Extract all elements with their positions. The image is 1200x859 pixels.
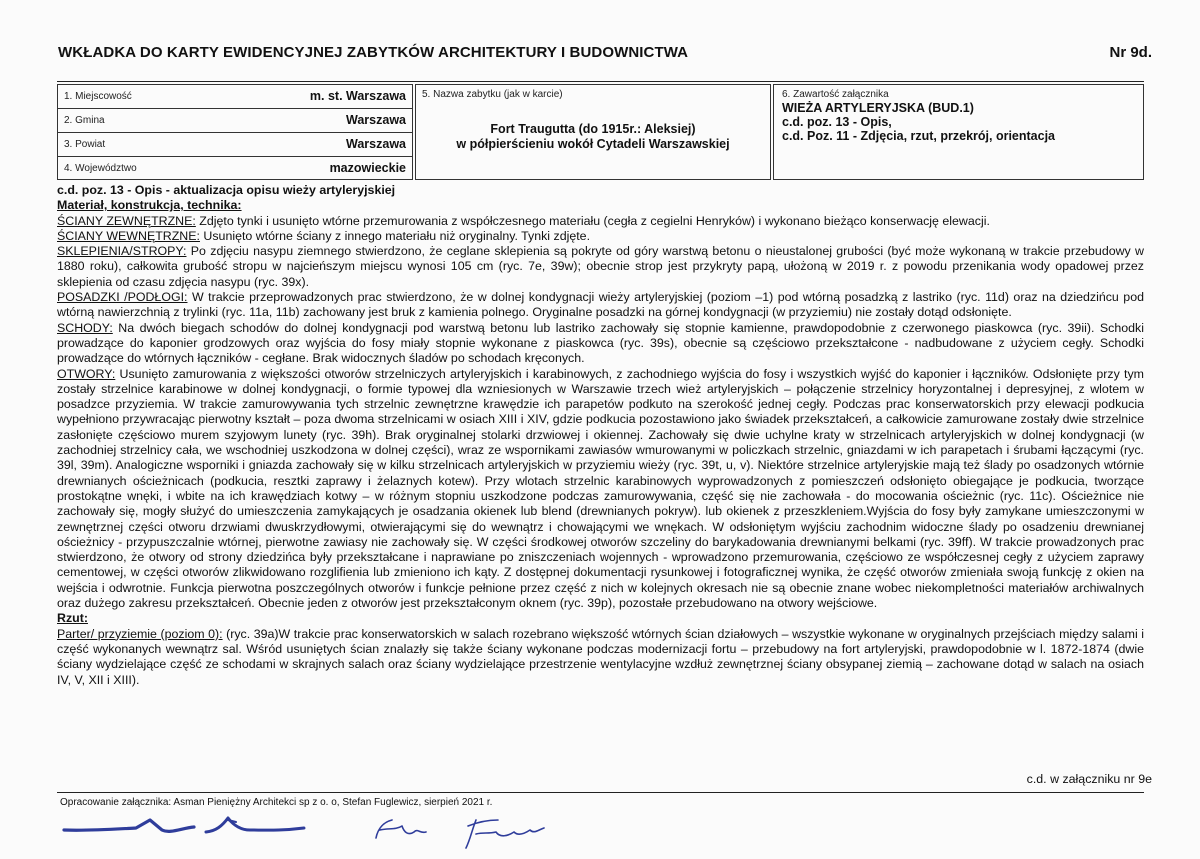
floors-title: POSADZKI /PODŁOGI: bbox=[57, 290, 188, 305]
section-heading: c.d. poz. 13 - Opis - aktualizacja opisu wieży artyleryjskiej bbox=[57, 183, 396, 197]
external-walls-text: Zdjęto tynki i usunięto wtórne przemurowania z współczesnego materiału (cegła z cegielni Henryków) i wykonano bieżąco konserwację elewacji. bbox=[195, 213, 990, 228]
attachment-contents bbox=[782, 101, 1055, 143]
material-subheading: Materiał, konstrukcja, technika: bbox=[57, 198, 242, 213]
paragraph-external-walls bbox=[57, 214, 1144, 229]
location-row bbox=[58, 85, 412, 109]
location-value: m. st. Warszawa bbox=[309, 89, 406, 103]
ground-floor-text: (ryc. 39a)W trakcie prac konserwatorskich w salach rozebrano większość wtórnych ścian działowych – wszystkie wykonane w oryginalnych przejściach między salami i część wykonanych wewnątrz sal. Wśród usuniętych ścian znalazły się także ściany wykonane podczas modernizacji fortu – przebudowy na fort artyleryjski, prawdopodobnie w l. 1872-1874 (dwie ściany wydzielające część ze schodami w skrajnych salach oraz ściany wydzielające przestrzenie wentylacyjne wzdłuż zewnętrznej ściany obsypanej ziemią – zachowane dotąd w salach na osiach IV, V, XII i XIII). bbox=[57, 626, 1144, 687]
stairs-title: SCHODY: bbox=[57, 320, 113, 335]
internal-walls-title: ŚCIANY WEWNĘTRZNE: bbox=[57, 228, 200, 243]
bottom-divider bbox=[57, 792, 1144, 793]
commune-label: 2. Gmina bbox=[64, 115, 105, 126]
monument-name-line-1: Fort Traugutta (do 1915r.: Aleksiej) bbox=[490, 122, 696, 136]
district-label: 3. Powiat bbox=[64, 139, 106, 150]
district-row bbox=[58, 133, 412, 157]
paragraph-floors bbox=[57, 290, 1144, 321]
description-body bbox=[57, 183, 1144, 688]
voivodeship-row bbox=[58, 157, 412, 181]
continued-note: c.d. w załączniku nr 9e bbox=[1026, 772, 1152, 786]
vaults-title: SKLEPIENIA/STROPY: bbox=[57, 244, 187, 259]
monument-name bbox=[416, 122, 770, 152]
handwritten-signature bbox=[58, 808, 558, 852]
prepared-by-credit: Opracowanie załącznika: Asman Pieniężny Architekci sp z o. o, Stefan Fuglewicz, sierpień 2021 r. bbox=[60, 797, 493, 808]
external-walls-title: ŚCIANY ZEWNĘTRZNE: bbox=[57, 213, 196, 228]
top-divider bbox=[57, 81, 1144, 82]
commune-value: Warszawa bbox=[346, 113, 406, 127]
metadata-table bbox=[57, 84, 1144, 180]
floors-text: W trakcie przeprowadzonych prac stwierdzono, że w dolnej kondygnacji wieży artyleryjskiej (poziom –1) pod wtórną posadzką z lastriko (ryc. 11d) oraz na dziedzińcu pod wtórną nawierzchnią z trylinki (ryc. 11a, 11b) zachowany jest bruk z kamienia polnego. Oryginalne posadzki na górnej kondygnacji (w przyziemiu) nie zostały dotąd odsłonięte. bbox=[57, 290, 1144, 320]
paragraph-stairs bbox=[57, 321, 1144, 367]
voivodeship-label: 4. Województwo bbox=[64, 163, 137, 174]
stairs-text: Na dwóch biegach schodów do dolnej kondygnacji pod warstwą betonu lub lastriko zachowały się stopnie kamienne, prawdopodobnie z czerwonego piaskowca (ryc. 39ii). Schodki prowadzące do kaponier grodzowych oraz wyjścia do fosy miały stopnie wykonane z piaskowca (ryc. 39s), obecnie są częściowo przekształcone - nadbudowane z użyciem cegły. Schodki prowadzące do wtórnych łączników - cegłane. Brak widocznych śladów po schodach kręconych. bbox=[57, 320, 1144, 366]
contents-line-3: c.d. Poz. 11 - Zdjęcia, rzut, przekrój, orientacja bbox=[782, 129, 1055, 143]
paragraph-internal-walls bbox=[57, 229, 1144, 244]
monument-name-line-2: w półpierścieniu wokół Cytadeli Warszawskiej bbox=[456, 137, 730, 151]
vaults-text: Po zdjęciu nasypu ziemnego stwierdzono, że ceglane sklepienia są pokryte od góry warstwą betonu o nieustalonej grubości (być może wykonaną w trakcie przebudowy w 1880 roku), całkowita grubość stropu w najcieńszym miejscu wynosi 105 cm (ryc. 7e, 39w); obecnie strop jest przykryty papą, ułożoną w 2019 r. z powodu przenikania wody opadowej przez sklepienia od czasu zdjęcia nasypu (ryc. 39x). bbox=[57, 244, 1144, 289]
internal-walls-text: Usunięto wtórne ściany z innego materiału niż oryginalny. Tynki zdjęte. bbox=[199, 228, 591, 243]
contents-line-1: WIEŻA ARTYLERYJSKA (BUD.1) bbox=[782, 101, 974, 115]
paragraph-ground-floor bbox=[57, 627, 1144, 688]
document-title: WKŁADKA DO KARTY EWIDENCYJNEJ ZABYTKÓW ARCHITEKTURY I BUDOWNICTWA bbox=[58, 44, 689, 61]
location-box bbox=[57, 84, 413, 180]
plan-subheading: Rzut: bbox=[57, 611, 88, 626]
district-value: Warszawa bbox=[346, 137, 406, 151]
monument-name-box bbox=[415, 84, 771, 180]
paragraph-vaults bbox=[57, 244, 1144, 290]
openings-title: OTWORY: bbox=[57, 366, 116, 381]
document-number: Nr 9d. bbox=[1109, 44, 1152, 61]
ground-floor-title: Parter/ przyziemie (poziom 0): bbox=[57, 626, 223, 641]
monument-name-label: 5. Nazwa zabytku (jak w karcie) bbox=[422, 89, 563, 100]
paragraph-openings bbox=[57, 367, 1144, 612]
openings-text: Usunięto zamurowania z większości otworów strzelniczych artyleryjskich i karabinowych, z zachodniego wyjścia do fosy i wszystkich wyjść do kaponier i łączników. Odsłonięte przy tym zostały strzelnice karabinowe w dolnej kondygnacji, o formie typowej dla wzniesionych w Warszawie trzech wież artyleryjskich – połączenie strzelnicy horyzontalnej i depresyjnej, z wlotem w posadzce przyziemia. W trakcie zamurowywania tych strzelnic zewnętrzne krawędzie ich parapetów podkuto na szerokość jednej cegły. Podczas prac konserwatorskich przy elewacji podkucia wypełniono przywracając pierwotny kształt – poza dwoma strzelnicami w osiach XIII i XIV, gdzie podkucia pozostawiono jako świadek przekształceń, a całkowicie zamurowane zostały dwie strzelnice zasłonięte częściowo murem szyjowym lunety (ryc. 39h). Brak oryginalnej stolarki drzwiowej i okiennej. Zachowały się dwie uchylne kraty w strzelnicach artyleryjskich w dolnej kondygnacji (w zachodniej strzelnicy cała, we wschodniej uszkodzona w dolnej części), wraz ze wspornikami zawiasów wmurowanymi w policzkach strzelnic, gniazdami w ich parapetach i śrubami łączącymi (ryc. 39l, 39m). Analogiczne wsporniki i gniazda zachowały się w kilku strzelnicach artyleryjskich w przyziemiu wieży (ryc. 39t, u, v). Niektóre strzelnice artyleryjskie mają też ślady po osadzonych wtórnie drewnianych ościeżnicach (podkucia, resztki zaprawy i żelaznych kotew). Przy wlotach strzelnic karabinowych wyprowadzonych z pomieszczeń odsłonięto obiegające je podkucia, tworzące prostokątne wnęki, i wbite na ich krawędziach kotwy – w różnym stopniu uszkodzone podczas zamurowywania, część się nie zachowała - do mocowania ościeżnic (ryc. 11c). Ościeżnice nie zachowały się, mogły służyć do umieszczenia zamykających je osadzania okienek lub blend (drewnianych pokryw). lub okienek z przeszkleniem.Wyjścia do fosy były zamykane umieszczonymi w zewnętrznej części otworu drzwiami dwuskrzydłowymi, otwierającymi się do wewnątrz i chowającymi we wnękach. W odsłoniętym wyjściu zachodnim widoczne ślady po osadzeniu drewnianej ościeżnicy - przypuszczalnie wtórnej, pierwotne zawiasy nie zachowały się. W części środkowej otworów szczeliny do barykadowania drewnianymi belkami (ryc. 39ff). W trakcie prowadzonych prac stwierdzono, że otwory od strony dziedzińca były przekształcane i naprawiane po zniszczeniach wojennych - wprowadzono przemurowania, częściowo ze współczesnej cegły z użyciem zaprawy cementowej, w części otworów zlikwidowano rozglifienia lub zmieniono ich kąty. Z dostępnej dokumentacji rysunkowej i fotograficznej wynika, że część otworów zmieniała swoją funkcję z okien na wejścia i odwrotnie. Funkcja pierwotna poszczególnych otworów i funkcje pełnione przez część z nich w kolejnych okresach nie są obecnie znane wobec niekompletności materiałów archiwalnych oraz dużego zakresu przekształceń. Obecnie jeden z otworów jest przekształconym oknem (ryc. 39p), pozostałe przebudowano na otwory wejściowe. bbox=[57, 366, 1144, 611]
voivodeship-value: mazowieckie bbox=[329, 161, 406, 175]
attachment-contents-box bbox=[773, 84, 1144, 180]
commune-row bbox=[58, 109, 412, 133]
attachment-contents-label: 6. Zawartość załącznika bbox=[782, 89, 889, 100]
location-label: 1. Miejscowość bbox=[64, 91, 132, 102]
contents-line-2: c.d. poz. 13 - Opis, bbox=[782, 115, 892, 129]
